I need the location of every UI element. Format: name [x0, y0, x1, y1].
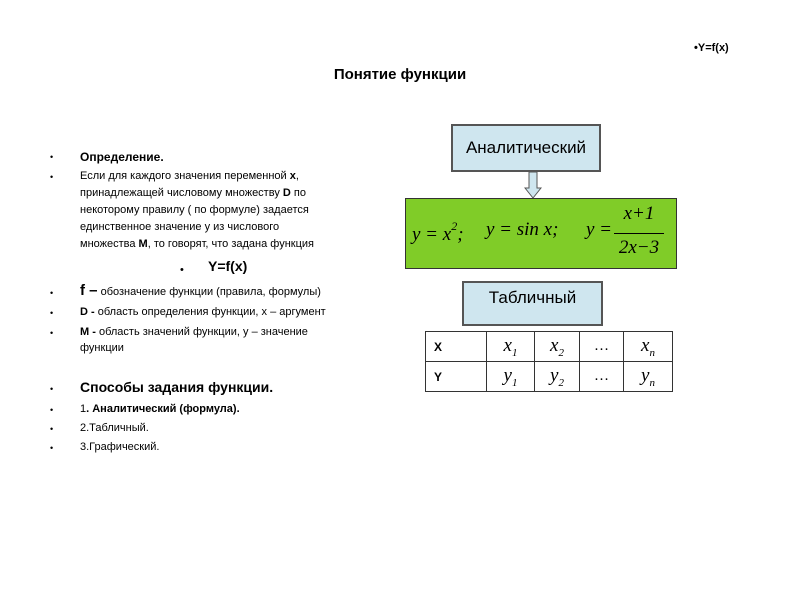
table-cell: $y_1$ — [487, 362, 535, 392]
bullet: • — [50, 328, 54, 338]
bullet: • — [50, 384, 54, 394]
notation-d: D - область определения функции, x – аргумент — [80, 306, 326, 318]
table-cell: $y_n$ — [624, 362, 673, 392]
formula-denominator: 2x−3 — [618, 237, 660, 258]
formula-fraction-lhs: y = — [586, 219, 613, 240]
table-cell: $x_n$ — [624, 332, 673, 362]
table-cell: $x_1$ — [487, 332, 535, 362]
table-cell: $y_2$ — [535, 362, 580, 392]
analytic-box: Аналитический — [451, 124, 601, 172]
bullet: • — [50, 172, 54, 182]
method-item-analytic: 1. Аналитический (формула). — [80, 403, 240, 415]
method-item-graph: 3.Графический. — [80, 441, 160, 453]
table-cell: … — [580, 332, 624, 362]
table-cell: … — [580, 362, 624, 392]
bullet: • — [50, 443, 54, 453]
bullet: • — [50, 405, 54, 415]
method-item-table: 2.Табличный. — [80, 422, 149, 434]
bullet: • — [50, 424, 54, 434]
notation-m: M - область значений функции, y – значение функции — [80, 326, 308, 354]
definition-formula: Y=f(x) — [208, 258, 248, 274]
table-row — [426, 362, 673, 392]
bullet: • — [50, 152, 54, 162]
down-arrow-icon — [524, 172, 542, 199]
table-cell: Y — [426, 362, 487, 392]
formula-box — [405, 198, 677, 269]
page-title: Понятие функции — [333, 66, 467, 83]
table-cell: X — [426, 332, 487, 362]
table-row — [426, 332, 673, 362]
bullet: • — [180, 264, 184, 276]
methods-heading: Способы задания функции. — [80, 379, 274, 395]
value-table — [425, 331, 673, 392]
table-box: Табличный — [462, 281, 603, 326]
definition-heading: Определение. — [80, 150, 164, 164]
formula-square: $y = x^2$; — [412, 219, 464, 245]
corner-formula-label: •Y=f(x) — [694, 42, 729, 54]
formula-sine: y = sin x; — [486, 219, 559, 240]
fraction-bar — [614, 233, 664, 234]
definition-text: Если для каждого значения переменной x, принадлежащей числовому множеству D по некоторому правилу ( по формуле) задается единственное значение y из числового множества M, то говорят, что задана функция — [80, 170, 315, 250]
table-cell: $x_2$ — [535, 332, 580, 362]
notation-f: f – обозначение функции (правила, формулы) — [80, 282, 321, 299]
bullet: • — [50, 308, 54, 318]
bullet: • — [50, 288, 54, 298]
formula-numerator: x+1 — [623, 203, 655, 224]
